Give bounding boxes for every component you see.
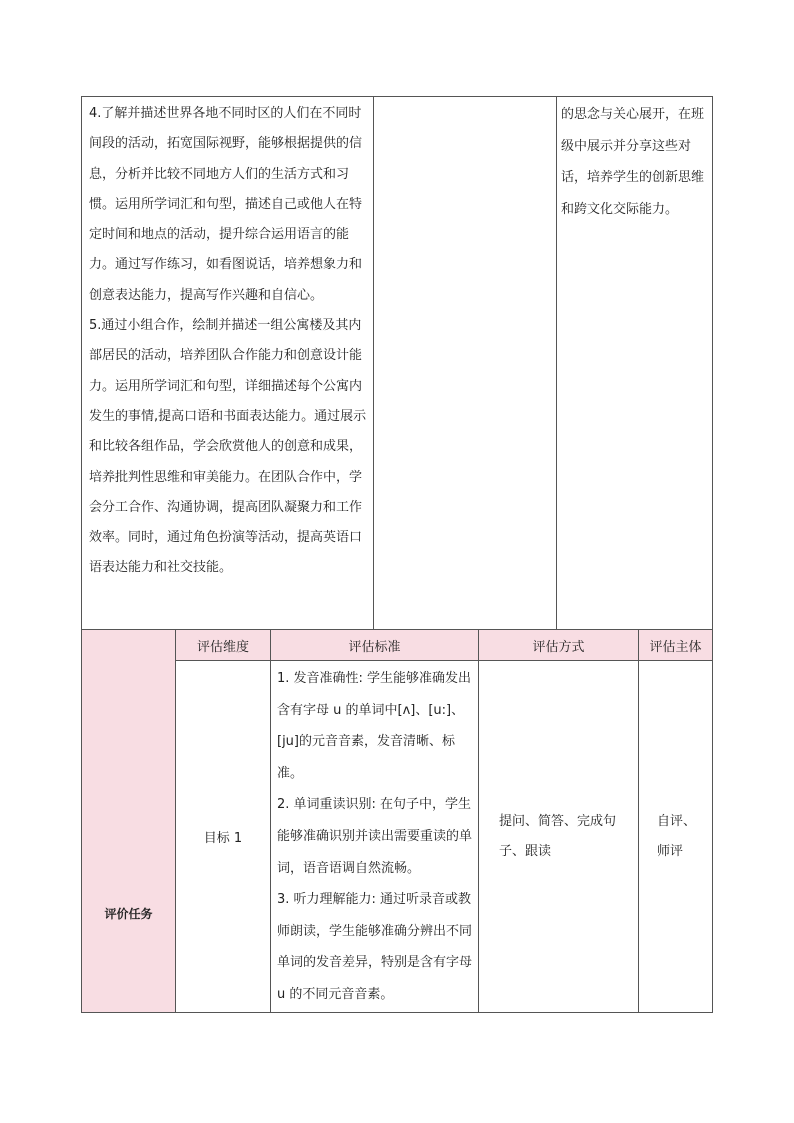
method-value: 提问、简答、完成句子、跟读 — [499, 813, 617, 859]
divider — [478, 630, 479, 1012]
objective-item-5: 5.通过小组合作，绘制并描述一组公寓楼及其内部居民的活动，培养团队合作能力和创意设计能力。运用所学词汇和句型，详细描述每个公寓内发生的事情,提高口语和书面表达能力。通过展示和比较各组作品，学会欣赏他人的创意和成果，培养批判性思维和审美能力。在团队合作中，学会分工合作、沟通协调，提高团队凝聚力和工作效率。同时，通过角色扮演等活动，提高英语口语表达能力和社交技能。 — [89, 318, 367, 576]
divider — [176, 660, 712, 661]
row-criteria — [271, 661, 478, 1012]
activity-column — [557, 97, 714, 629]
header-method: 评估方式 — [479, 630, 638, 660]
criteria-item-1: 1. 发音准确性: 学生能够准确发出含有字母 u 的单词中[ʌ]、[u:]、[ju]的元音音素，发音清晰、标准。 — [277, 671, 472, 781]
objectives-table — [81, 96, 713, 629]
evaluation-table — [81, 629, 713, 1013]
header-dimension: 评估维度 — [176, 630, 270, 660]
dimension-value: 目标 1 — [203, 831, 243, 846]
row-method — [479, 661, 638, 1012]
row-subject — [639, 661, 712, 1012]
row-dimension — [176, 661, 270, 1012]
subject-value: 自评、师评 — [657, 813, 697, 859]
criteria-item-3: 3. 听力理解能力: 通过听录音或教师朗读，学生能够准确分辨出不同单词的发音差异，特别是含有字母 u 的不同元音音素。 — [277, 892, 473, 1002]
header-subject: 评估主体 — [639, 630, 712, 660]
objective-item-4: 4.了解并描述世界各地不同时区的人们在不同时间段的活动，拓宽国际视野，能够根据提供的信息，分析并比较不同地方人们的生活方式和习惯。运用所学词汇和句型，描述自己或他人在特定时间和地点的活动，提升综合运用语言的能力。通过写作练习，如看图说话，培养想象力和创意表达能力，提高写作兴趣和自信心。 — [89, 106, 363, 303]
evaluation-task-label: 评价任务 — [104, 907, 153, 921]
criteria-item-2: 2. 单词重读识别: 在句子中，学生能够准确识别并读出需要重读的单词，语音语调自然流畅。 — [277, 797, 473, 876]
evaluation-task-cell — [82, 630, 175, 1012]
divider — [175, 630, 176, 1012]
empty-middle-column — [374, 97, 557, 629]
header-criteria: 评估标准 — [271, 630, 478, 660]
objectives-column — [82, 97, 374, 629]
divider — [638, 630, 639, 1012]
activity-text: 的思念与关心展开，在班级中展示并分享这些对话，培养学生的创新思维和跨文化交际能力。 — [561, 107, 705, 217]
divider — [270, 630, 271, 1012]
